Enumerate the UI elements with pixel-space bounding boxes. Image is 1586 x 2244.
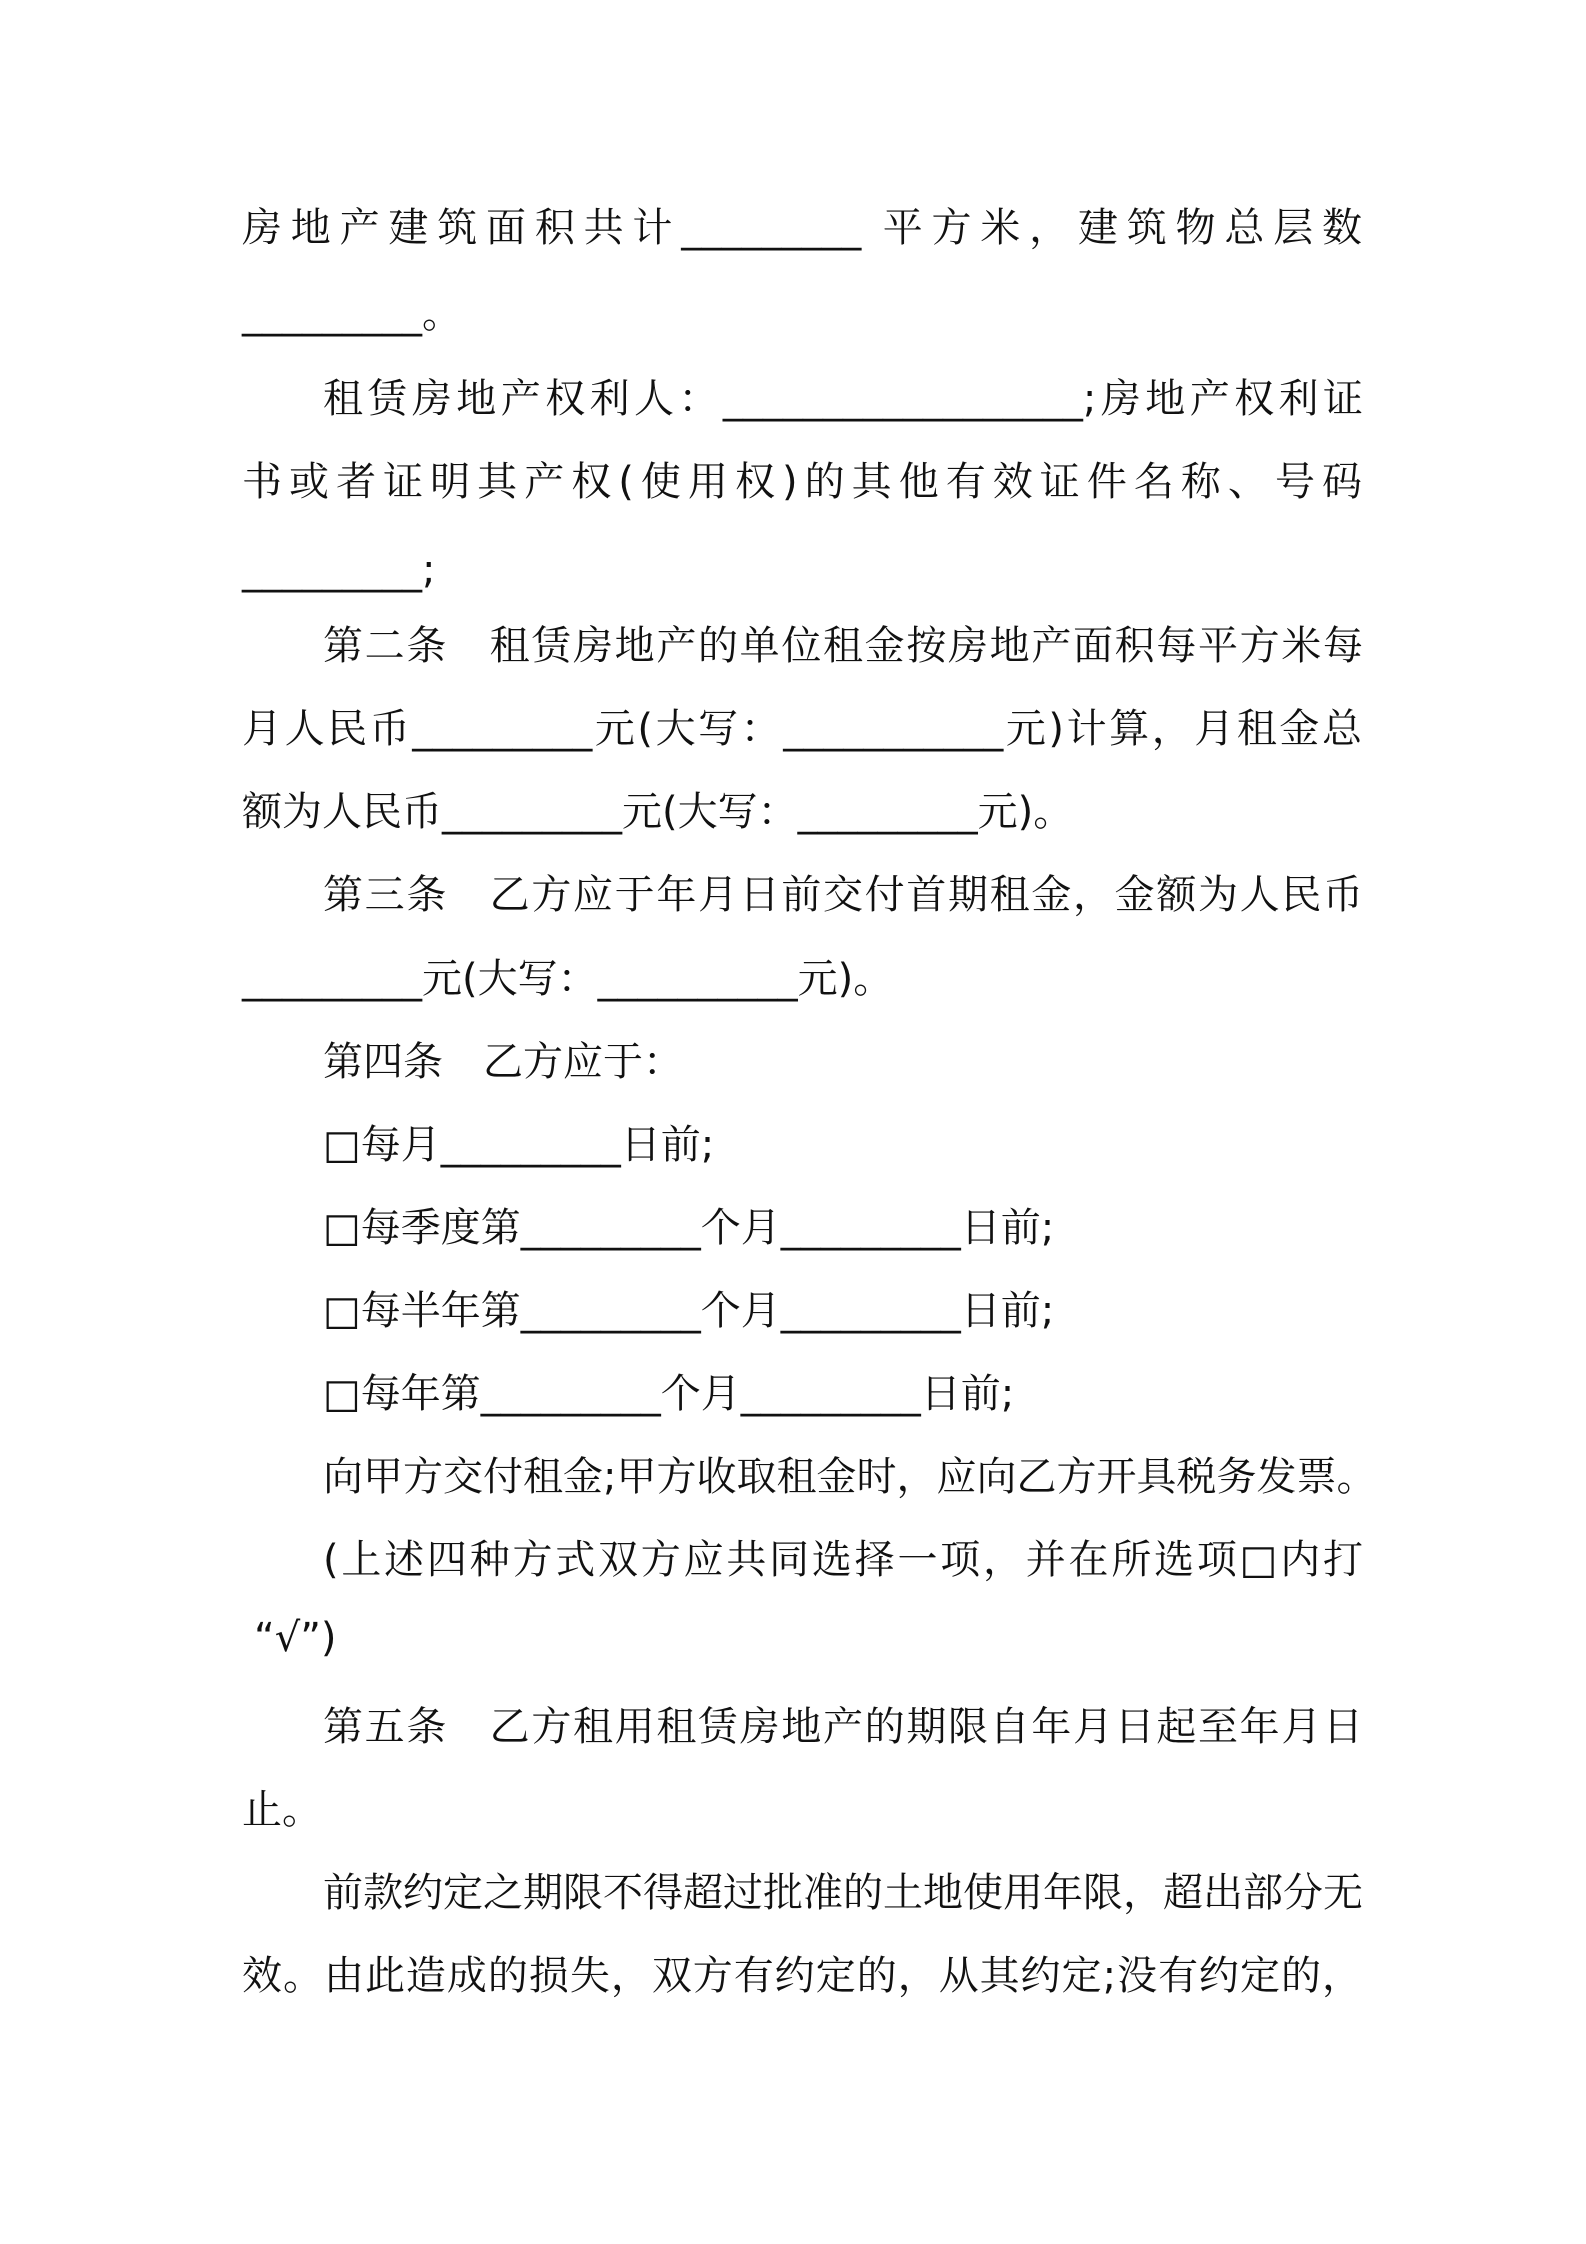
paragraph-line: 止。 [242, 1787, 322, 1833]
checkbox-option-annual: □每年第_________个月_________日前; [323, 1371, 1015, 1417]
paragraph-line: _________元(大写：__________元)。 [242, 956, 894, 1002]
checkbox-option-monthly: □每月_________日前; [323, 1122, 715, 1168]
paragraph-line: 前款约定之期限不得超过批准的土地使用年限，超出部分无 [323, 1870, 1363, 1916]
article-3-heading-line: 第三条 乙方应于年月日前交付首期租金，金额为人民币 [323, 872, 1363, 918]
checkbox-option-quarterly: □每季度第_________个月_________日前; [323, 1205, 1055, 1251]
paragraph-line: 月人民币_________元(大写：___________元)计算，月租金总 [242, 706, 1362, 752]
paragraph-line: _________。 [242, 291, 462, 337]
article-2-heading-line: 第二条 租赁房地产的单位租金按房地产面积每平方米每 [323, 623, 1363, 669]
paragraph-line: (上述四种方式双方应共同选择一项，并在所选项□内打 [323, 1537, 1363, 1583]
article-5-heading-line: 第五条 乙方租用租赁房地产的期限自年月日起至年月日 [323, 1704, 1363, 1750]
checkmark-note: “√”) [254, 1615, 337, 1661]
paragraph-line: 额为人民币_________元(大写：_________元)。 [242, 789, 1074, 835]
paragraph-line: 租赁房地产权利人：__________________;房地产权利证 [323, 376, 1363, 422]
checkbox-option-semiannual: □每半年第_________个月_________日前; [323, 1288, 1055, 1334]
article-4-heading-line: 第四条 乙方应于： [323, 1039, 683, 1085]
paragraph-line: 向甲方交付租金;甲方收取租金时，应向乙方开具税务发票。 [323, 1454, 1377, 1500]
paragraph-line: _________; [242, 547, 436, 593]
paragraph-line: 书或者证明其产权(使用权)的其他有效证件名称、号码 [242, 459, 1362, 505]
paragraph-line: 房地产建筑面积共计_________ 平方米，建筑物总层数 [242, 205, 1362, 251]
paragraph-line: 效。由此造成的损失，双方有约定的，从其约定;没有约定的， [242, 1953, 1362, 1999]
